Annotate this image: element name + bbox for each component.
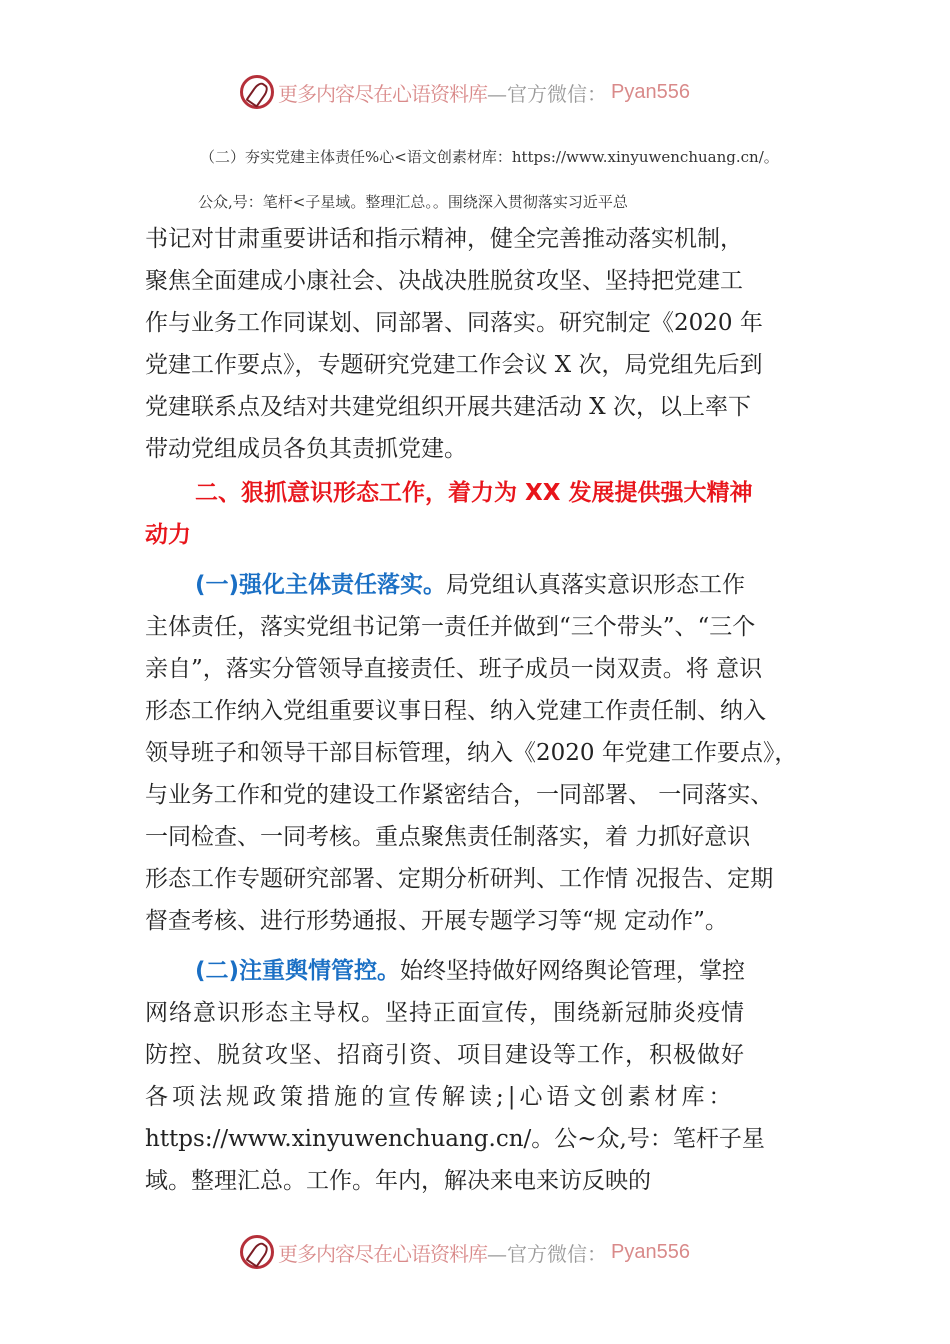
body-line: 一同检查、一同考核。重点聚焦责任制落实，着 力抓好意识 [145,824,751,850]
body-line: 亲自”，落实分管领导直接责任、班子成员一岗双责。将 意识 [145,656,763,682]
banner-label: —官方微信： [487,81,607,106]
body-line: 防控、脱贫攻坚、招商引资、项目建设等工作，积极做好 [145,1042,745,1068]
body-line: 形态工作专题研究部署、定期分析研判、工作情 况报告、定期 [145,866,774,892]
body-line: 领导班子和领导干部目标管理，纳入《2020 年党建工作要点》， [145,740,798,766]
body-text: 局党组认真落实意识形态工作 [446,572,746,598]
banner-wechat: Pyan556 [611,1240,690,1263]
bottom-banner [240,1232,690,1272]
body-line: 书记对甘肃重要讲话和指示精神，健全完善推动落实机制， [145,226,743,252]
body-line: 与业务工作和党的建设工作紧密结合，一同部署、 一同落实、 [145,782,774,808]
body-text: 始终坚持做好网络舆论管理，掌控 [400,958,746,984]
pen-logo-icon [240,1235,274,1269]
subsection-title: (二)注重舆情管控。 [195,958,401,984]
banner-text: 更多内容尽在心语资料库 [278,1241,487,1266]
body-line: 带动党组成员各负其责抓党建。 [145,436,467,462]
top-banner [240,72,690,112]
banner-label: —官方微信： [487,1241,607,1266]
section-heading: 动力 [145,522,191,548]
body-line: 域。整理汇总。工作。年内，解决来电来访反映的 [145,1168,651,1194]
body-line: 形态工作纳入党组重要议事日程、纳入党建工作责任制、纳入 [145,698,766,724]
body-line: 督查考核、进行形势通报、开展专题学习等“规 定动作”。 [145,908,728,934]
body-line: 作与业务工作同谋划、同部署、同落实。研究制定《2020 年 [145,310,763,336]
body-line: https://www.xinyuwenchuang.cn/。公~众,号：笔杆子星 [145,1126,765,1152]
banner-wechat: Pyan556 [611,80,690,103]
pen-logo-icon [240,75,274,109]
body-line [195,564,745,606]
subsection-title: (一)强化主体责任落实。 [195,572,447,598]
header-line: 公众,号：笔杆<子星域。整理汇总。。围绕深入贯彻落实习近平总 [198,193,628,211]
body-line: 党建联系点及结对共建党组织开展共建活动 X 次，以上率下 [145,394,751,420]
body-line: 聚焦全面建成小康社会、决战决胜脱贫攻坚、坚持把党建工 [145,268,743,294]
header-line: （二）夯实党建主体责任%心<语文创素材库：https://www.xinyuwenchuang.cn/。 [200,148,779,166]
body-line: 各项法规政策措施的宣传解读;|心语文创素材库： [145,1084,736,1110]
body-line: 主体责任，落实党组书记第一责任并做到“三个带头”、“三个 [145,614,756,640]
body-line: 网络意识形态主导权。坚持正面宣传，围绕新冠肺炎疫情 [145,1000,745,1026]
banner-text: 更多内容尽在心语资料库 [278,81,487,106]
body-line [195,950,745,992]
body-line: 党建工作要点》，专题研究党建工作会议 X 次，局党组先后到 [145,352,763,378]
section-heading: 二、狠抓意识形态工作，着力为 XX 发展提供强大精神 [195,480,753,506]
